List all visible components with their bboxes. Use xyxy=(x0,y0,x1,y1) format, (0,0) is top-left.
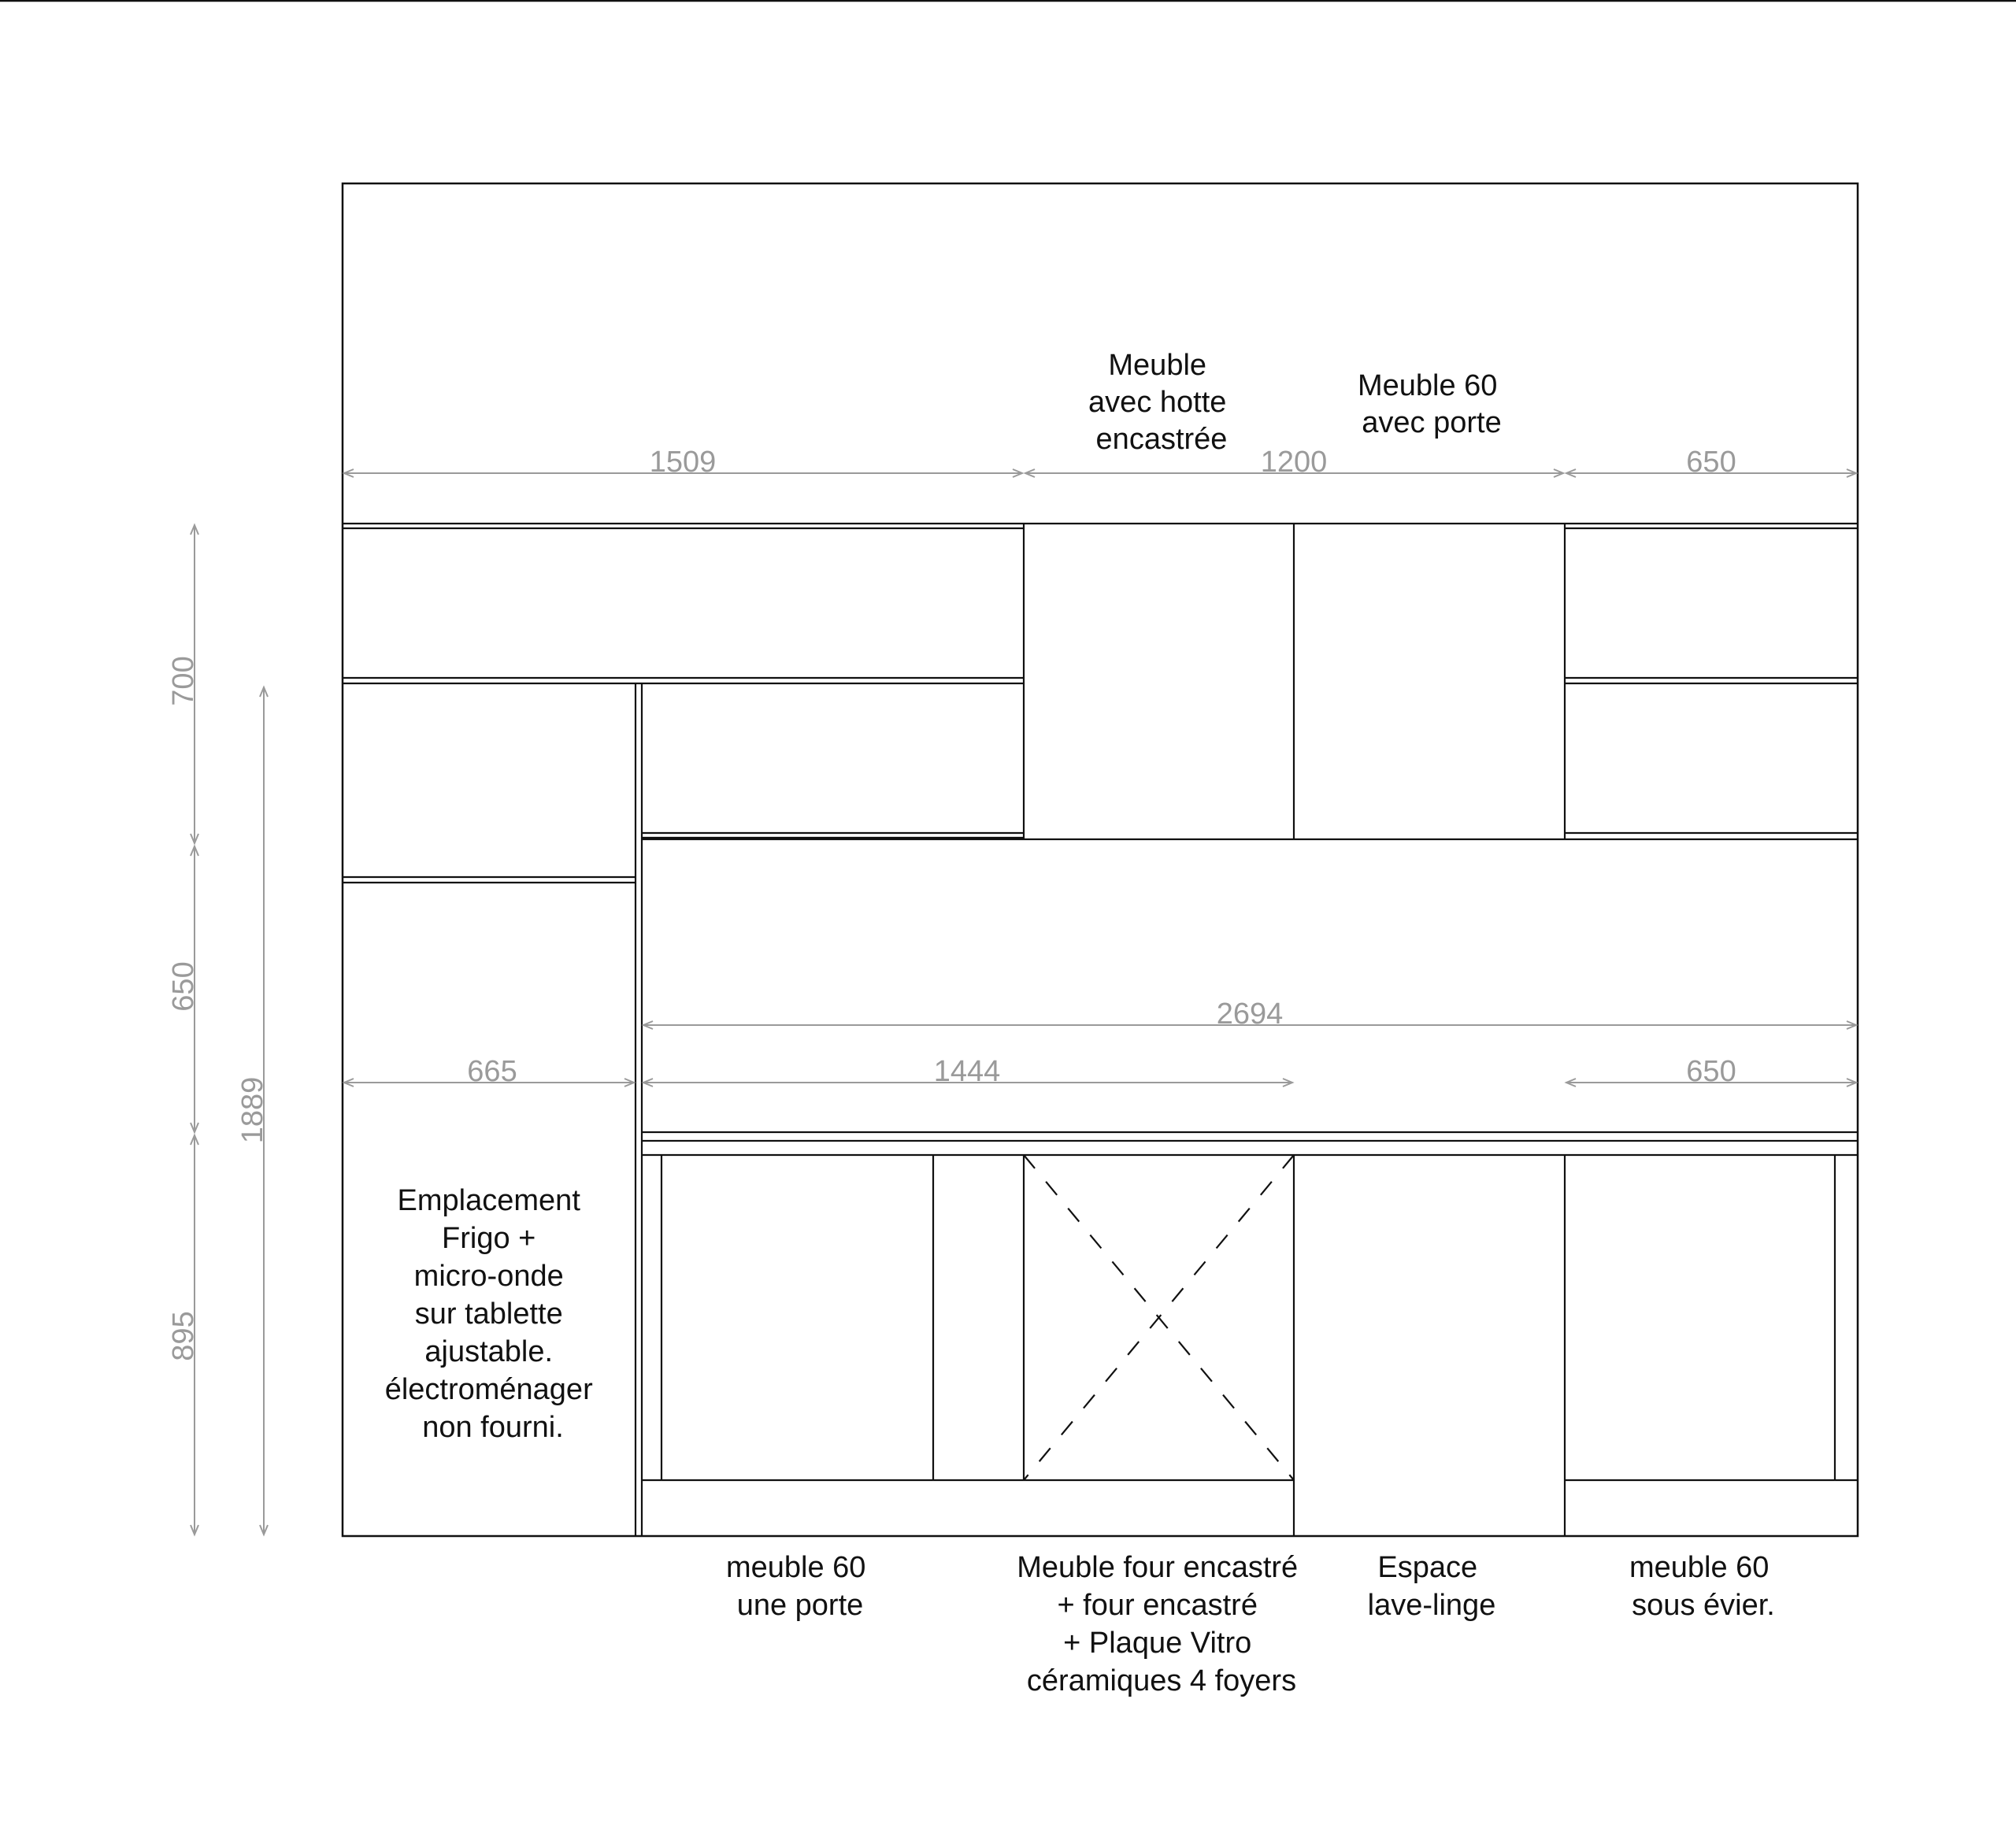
label-hood-cabinet xyxy=(1088,349,1235,456)
label-line: non fourni. xyxy=(422,1411,564,1444)
dim-middle-height: 650 xyxy=(167,961,200,1012)
label-line: Meuble four encastré xyxy=(1017,1551,1299,1584)
dim-base-mid: 1444 xyxy=(933,1055,1001,1088)
label-line: micro-onde xyxy=(413,1260,564,1293)
label-line: céramiques 4 foyers xyxy=(1026,1664,1297,1697)
label-line: une porte xyxy=(736,1589,864,1622)
label-line: électroménager xyxy=(384,1373,593,1406)
label-line: + Plaque Vitro xyxy=(1063,1627,1252,1660)
label-line: sur tablette xyxy=(414,1297,563,1331)
label-line: Frigo + xyxy=(442,1222,536,1255)
label-base-cabinet-60 xyxy=(726,1551,874,1622)
label-line: ajustable. xyxy=(424,1335,554,1368)
label-oven-cabinet xyxy=(1017,1551,1306,1697)
countertop xyxy=(642,1132,1858,1155)
upper-right-cabinets xyxy=(1565,524,1858,833)
label-line: sous évier. xyxy=(1632,1589,1775,1622)
label-sink-cabinet xyxy=(1629,1551,1777,1622)
label-line: Espace xyxy=(1377,1551,1478,1584)
dim-tall-height: 1889 xyxy=(236,1076,269,1144)
dim-upper-height: 700 xyxy=(167,656,200,706)
dim-top-mid: 1200 xyxy=(1260,446,1328,479)
label-line: Meuble 60 xyxy=(1357,369,1498,402)
oven-cross-marker xyxy=(1024,1155,1294,1480)
label-line: + four encastré xyxy=(1057,1589,1258,1622)
label-line: lave-linge xyxy=(1367,1589,1496,1622)
label-line: Emplacement xyxy=(397,1184,580,1217)
dim-top-left: 1509 xyxy=(649,446,717,479)
hood-and-wall-cabinets xyxy=(642,524,1858,839)
dim-top-right: 650 xyxy=(1686,446,1736,479)
dim-lines-top xyxy=(344,469,1856,477)
dim-tall-width: 665 xyxy=(467,1055,517,1088)
dim-base-right: 650 xyxy=(1686,1055,1736,1088)
dim-lines-base xyxy=(344,1079,1856,1086)
dim-base-height: 895 xyxy=(167,1311,200,1361)
label-fridge-space xyxy=(385,1184,602,1444)
label-line: avec hotte xyxy=(1088,386,1227,419)
label-line: encastrée xyxy=(1095,423,1228,456)
label-washer-space xyxy=(1368,1551,1496,1622)
dim-lines-vertical xyxy=(191,525,268,1534)
label-line: avec porte xyxy=(1362,406,1502,439)
base-cabinets xyxy=(642,1155,1858,1536)
dim-counter-total: 2694 xyxy=(1216,998,1284,1031)
label-wall-cabinet-60 xyxy=(1358,369,1506,439)
label-line: meuble 60 xyxy=(1629,1551,1770,1584)
label-line: meuble 60 xyxy=(725,1551,866,1584)
label-line: Meuble xyxy=(1108,349,1207,382)
